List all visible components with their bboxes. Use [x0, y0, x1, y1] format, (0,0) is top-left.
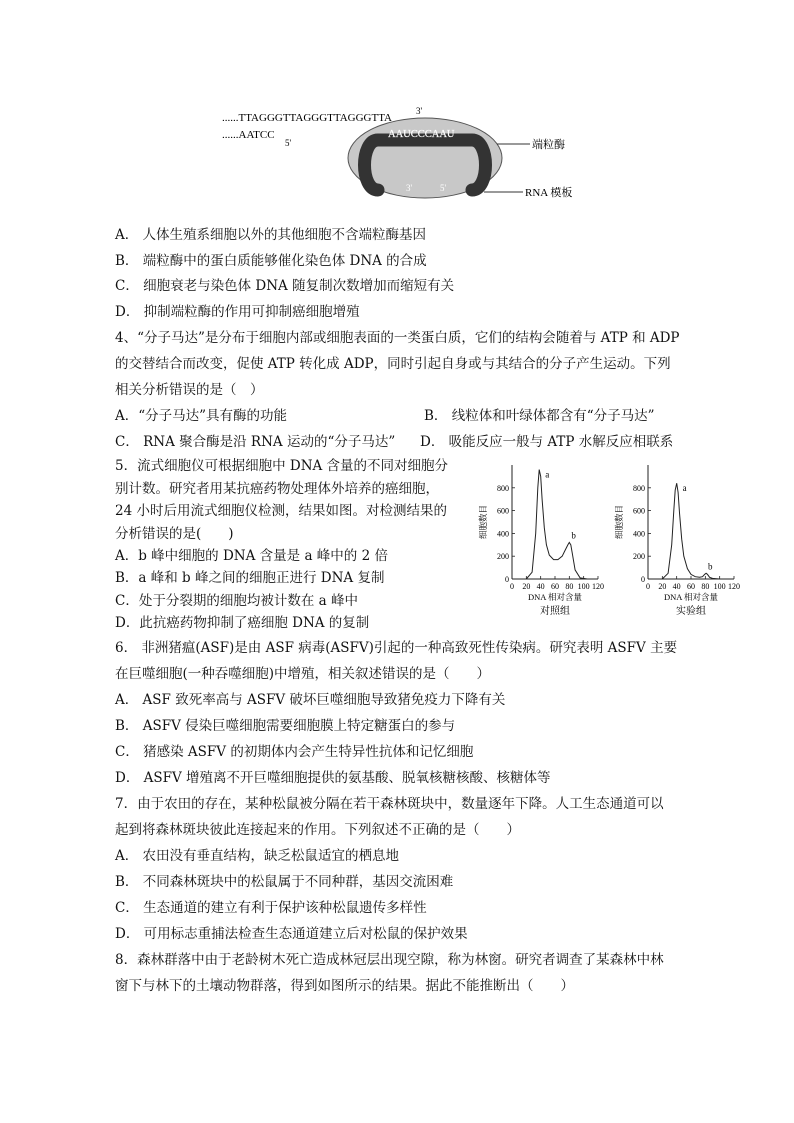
q4-option-a: A．“分子马达”具有酶的功能	[115, 408, 288, 424]
x-axis-label: DNA 相对含量	[663, 592, 719, 602]
x-tick-label: 0	[646, 582, 650, 591]
y-tick-label: 800	[633, 483, 645, 493]
q7-option-c: C． 生态通道的建立有利于保护该种松鼠遗传多样性	[115, 900, 427, 916]
q6-option-a: A． ASF 致死率高与 ASFV 破坏巨噬细胞导致猪免疫力下降有关	[115, 692, 506, 708]
x-tick-label: 120	[592, 582, 604, 591]
q5-stem-2: 别计数。研究者用某抗癌药物处理体外培养的癌细胞，	[115, 481, 439, 497]
q7-stem-2: 起到将森林斑块彼此连接起来的作用。下列叙述不正确的是（ ）	[115, 822, 520, 838]
peak-label-b: b	[708, 561, 713, 572]
x-tick-label: 80	[701, 582, 710, 591]
peak-label-b: b	[571, 530, 576, 541]
control-group-chart	[476, 455, 606, 623]
y-tick-label: 600	[633, 506, 645, 516]
q6-stem-1: 6． 非洲猪瘟(ASF)是由 ASF 病毒(ASFV)引起的一种高致死性传染病。研究表明 ASFV 主要	[115, 640, 678, 656]
template-seq: AAUCCCAAU	[388, 129, 455, 140]
y-tick-label: 0	[505, 575, 509, 584]
peak-label-a: a	[682, 483, 687, 494]
mark-5: 5'	[440, 183, 447, 193]
q7-option-a: A． 农田没有垂直结构，缺乏松鼠适宜的栖息地	[115, 848, 400, 864]
y-tick-label: 800	[497, 483, 509, 493]
seq-bottom: ......AATCC	[222, 129, 275, 141]
label-rna: RNA 模板	[525, 187, 573, 199]
q4-stem-3: 相关分析错误的是（ ）	[115, 382, 264, 398]
x-tick-label: 40	[536, 582, 545, 591]
q4-stem-1: 4、“分子马达”是分布于细胞内部或细胞表面的一类蛋白质，它们的结构会随着与 ATP 和 ADP	[115, 330, 680, 346]
x-tick-label: 80	[565, 582, 574, 591]
q8-stem-1: 8．森林群落中由于老龄树木死亡造成林冠层出现空隙，称为林窗。研究者调查了某森林中林	[115, 952, 664, 968]
q6-option-d: D． ASFV 增殖离不开巨噬细胞提供的氨基酸、脱氧核糖核酸、核糖体等	[115, 770, 551, 786]
q5-stem-3: 24 小时后用流式细胞仪检测，结果如图。对检测结果的	[115, 503, 447, 519]
y-axis-label: 细胞数目	[478, 504, 488, 540]
label-enzyme: 端粒酶	[532, 139, 565, 151]
q6-stem-2: 在巨噬细胞(一种吞噬细胞)中增殖，相关叙述错误的是（ ）	[115, 666, 491, 682]
q7-option-b: B． 不同森林斑块中的松鼠属于不同种群，基因交流困难	[115, 874, 454, 890]
x-tick-label: 20	[522, 582, 531, 591]
y-tick-label: 0	[641, 575, 645, 584]
q3-option-d: D． 抑制端粒酶的作用可抑制癌细胞增殖	[115, 304, 360, 320]
q7-option-d: D． 可用标志重捕法检查生态通道建立后对松鼠的保护效果	[115, 926, 468, 942]
seq-top-end: 3'	[416, 106, 423, 116]
q5-stem-4: 分析错误的是( )	[115, 526, 234, 542]
y-tick-label: 200	[497, 552, 509, 562]
q5-option-a: A．b 峰中细胞的 DNA 含量是 a 峰中的 2 倍	[115, 548, 388, 564]
y-tick-label: 200	[633, 552, 645, 562]
q4-option-c: C． RNA 聚合酶是沿 RNA 运动的“分子马达”	[115, 434, 396, 450]
seq-top: ......TTAGGGTTAGGGTTAGGGTTA	[222, 112, 393, 124]
x-axis-label: DNA 相对含量	[527, 592, 583, 602]
q5-option-c: C．处于分裂期的细胞均被计数在 a 峰中	[115, 593, 358, 609]
experiment-group-chart	[612, 455, 742, 623]
x-tick-label: 0	[510, 582, 514, 591]
q6-option-b: B． ASFV 侵染巨噬细胞需要细胞膜上特定糖蛋白的参与	[115, 718, 456, 734]
q6-option-c: C． 猪感染 ASFV 的初期体内会产生特异性抗体和记忆细胞	[115, 744, 474, 760]
q3-option-a: A． 人体生殖系细胞以外的其他细胞不含端粒酶基因	[115, 227, 427, 243]
y-tick-label: 600	[497, 506, 509, 516]
x-tick-label: 60	[551, 582, 559, 591]
series-line	[648, 483, 734, 579]
q4-stem-2: 的交替结合而改变，促使 ATP 转化成 ADP，同时引起自身或与其结合的分子产生运动。下列	[115, 356, 671, 372]
x-tick-label: 100	[713, 582, 726, 591]
y-tick-label: 400	[497, 529, 509, 539]
y-axis-label: 细胞数目	[614, 504, 624, 540]
q8-stem-2: 窗下与林下的土壤动物群落，得到如图所示的结果。据此不能推断出（ ）	[115, 978, 574, 994]
mark-3: 3'	[406, 183, 413, 193]
chart-title: 实验组	[676, 606, 706, 617]
q5-option-b: B．a 峰和 b 峰之间的细胞正进行 DNA 复制	[115, 570, 385, 586]
telomerase-diagram	[0, 0, 794, 225]
series-line	[512, 470, 598, 579]
q5-stem-1: 5．流式细胞仪可根据细胞中 DNA 含量的不同对细胞分	[115, 458, 449, 474]
q7-stem-1: 7．由于农田的存在，某种松鼠被分隔在若干森林斑块中，数量逐年下降。人工生态通道可以	[115, 796, 664, 812]
q3-option-b: B． 端粒酶中的蛋白质能够催化染色体 DNA 的合成	[115, 253, 427, 269]
q3-option-c: C． 细胞衰老与染色体 DNA 随复制次数增加而缩短有关	[115, 278, 455, 294]
chart-title: 对照组	[540, 606, 570, 617]
x-tick-label: 60	[687, 582, 695, 591]
x-tick-label: 20	[658, 582, 667, 591]
x-tick-label: 100	[577, 582, 590, 591]
peak-label-a: a	[545, 469, 550, 480]
x-tick-label: 40	[672, 582, 681, 591]
x-tick-label: 120	[728, 582, 740, 591]
q5-option-d: D．此抗癌药物抑制了癌细胞 DNA 的复制	[115, 615, 370, 631]
y-tick-label: 400	[633, 529, 645, 539]
q4-option-d: D． 吸能反应一般与 ATP 水解反应相联系	[420, 434, 674, 450]
q4-option-b: B． 线粒体和叶绿体都含有“分子马达”	[424, 408, 655, 424]
seq-bottom-end: 5'	[285, 138, 292, 148]
